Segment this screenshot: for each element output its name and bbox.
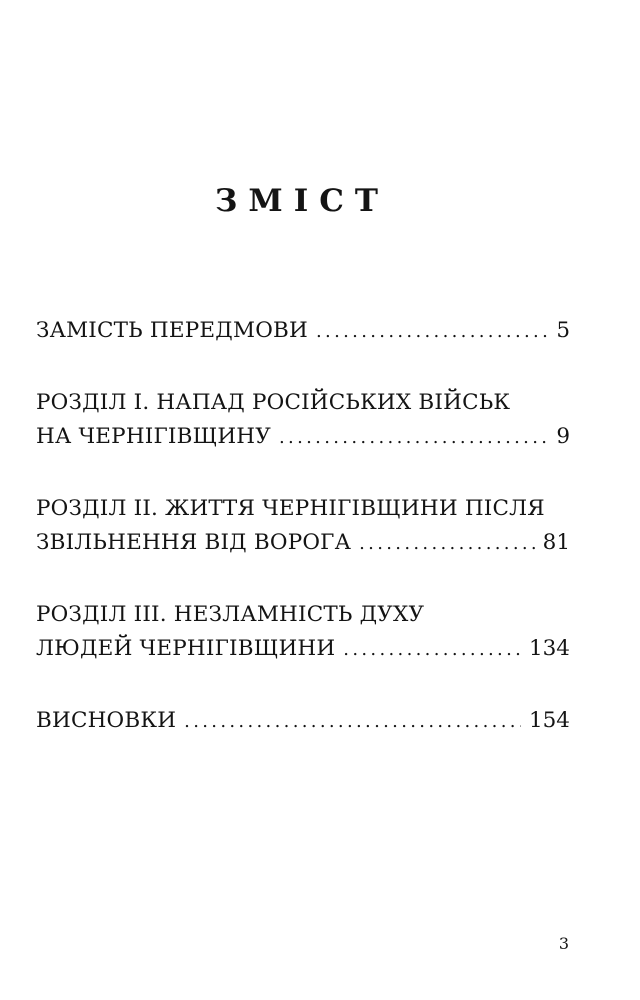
toc-page-number: 9 [556,424,570,449]
folio-page-number: 3 [558,934,569,953]
toc-entry-chapter-1[interactable] [36,384,570,456]
toc-line [36,630,570,668]
toc-line [36,418,570,456]
toc-entry-title-continued: ЗВІЛЬНЕННЯ ВІД ВОРОГА [36,530,352,555]
toc-entry-title: ЗАМІСТЬ ПЕРЕДМОВИ [36,318,308,343]
toc-entry-conclusions[interactable] [36,702,570,740]
dot-leader [316,313,548,351]
toc-line [36,596,570,634]
toc-page-number: 5 [556,318,570,343]
toc-entry-foreword[interactable] [36,312,570,350]
toc-entry-chapter-2[interactable] [36,490,570,562]
dot-leader [359,525,535,563]
toc-page-number: 134 [528,636,570,661]
toc-entry-title-continued: ЛЮДЕЙ ЧЕРНІГІВЩИНИ [36,636,336,661]
dot-leader [184,703,521,741]
dot-leader [279,419,548,457]
toc-line [36,312,570,350]
toc-line [36,524,570,562]
toc-entry-title: ВИСНОВКИ [36,708,177,733]
toc-page-number: 154 [528,708,570,733]
toc-entry-title: РОЗДІЛ ІІ. ЖИТТЯ ЧЕРНІГІВЩИНИ ПІСЛЯ [36,496,545,521]
table-of-contents [36,312,570,740]
toc-entry-chapter-3[interactable] [36,596,570,668]
toc-entry-title: РОЗДІЛ ІІІ. НЕЗЛАМНІСТЬ ДУХУ [36,602,425,627]
toc-line [36,490,570,528]
page-title: ЗМІСТ [215,183,389,219]
toc-line [36,384,570,422]
toc-line [36,702,570,740]
toc-entry-title-continued: НА ЧЕРНІГІВЩИНУ [36,424,271,449]
toc-entry-title: РОЗДІЛ І. НАПАД РОСІЙСЬКИХ ВІЙСЬК [36,390,511,415]
toc-page-number: 81 [542,530,570,555]
dot-leader [343,631,521,669]
